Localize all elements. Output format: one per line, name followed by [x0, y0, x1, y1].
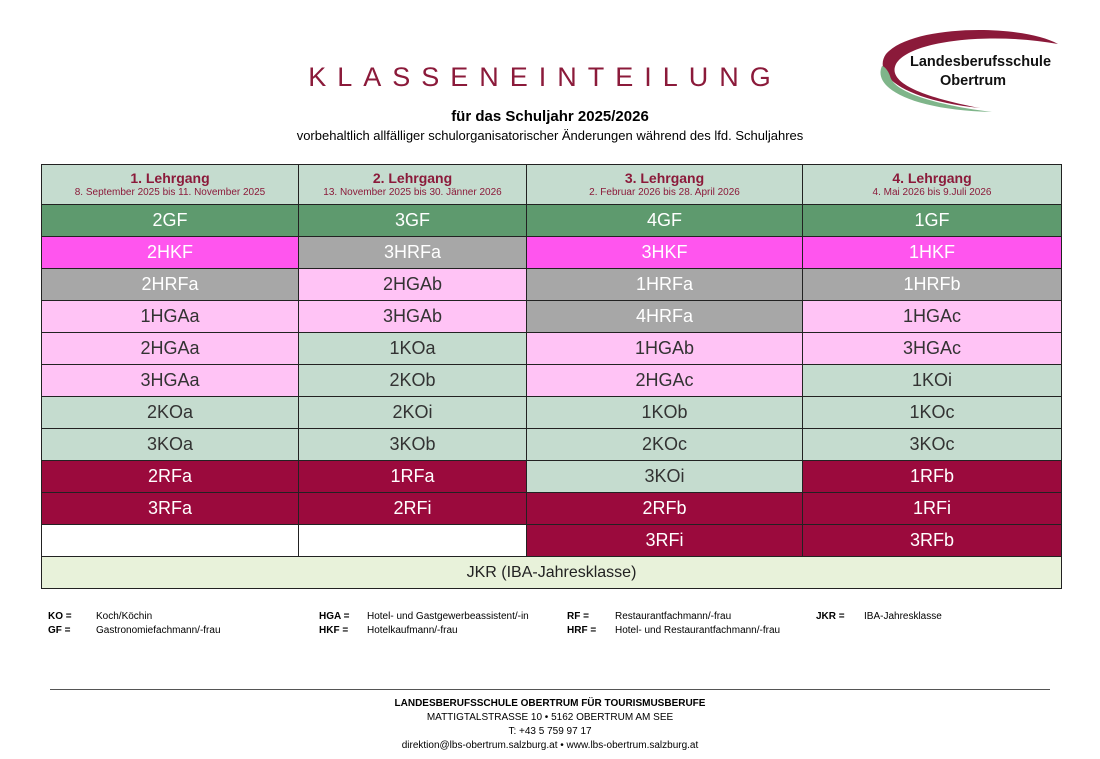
column-header-2	[299, 165, 527, 205]
column-dates: 13. November 2025 bis 30. Jänner 2026	[323, 187, 502, 198]
class-cell: 1RFb	[803, 461, 1062, 493]
legend-group-3	[567, 610, 780, 638]
class-cell: 3RFa	[42, 493, 299, 525]
disclaimer-note: vorbehaltlich allfälliger schulorganisatorischer Änderungen während des lfd. Schuljahres	[296, 128, 804, 143]
column-dates: 8. September 2025 bis 11. November 2025	[74, 187, 266, 198]
class-cell: 2KOa	[42, 397, 299, 429]
class-cell: 3RFi	[527, 525, 803, 557]
class-cell: 4HRFa	[527, 301, 803, 333]
table-row	[42, 301, 1062, 333]
column-title: 1. Lehrgang	[130, 170, 210, 186]
class-cell: 2RFi	[299, 493, 527, 525]
legend-value: Restaurantfachmann/-frau	[615, 611, 732, 622]
class-cell: 2KOi	[299, 397, 527, 429]
class-cell: 3RFb	[803, 525, 1062, 557]
jkr-cell: JKR (IBA-Jahresklasse)	[42, 557, 1062, 589]
class-cell: 3GF	[299, 205, 527, 237]
class-cell: 3HGAa	[42, 365, 299, 397]
class-cell: 2HGAc	[527, 365, 803, 397]
footer-address: MATTIGTALSTRASSE 10 • 5162 OBERTRUM AM SEE	[426, 712, 674, 723]
legend-key: RF =	[567, 611, 589, 622]
footer-contact-links[interactable]: direktion@lbs-obertrum.salzburg.at • www.lbs-obertrum.salzburg.at	[401, 740, 699, 751]
legend-value: Hotel- und Gastgewerbeassistent/-in	[367, 611, 529, 622]
legend-value: Hotelkaufmann/-frau	[367, 625, 458, 636]
column-header-3	[527, 165, 803, 205]
class-cell: 1HGAa	[42, 301, 299, 333]
legend-item	[48, 624, 221, 638]
class-cell: 1RFa	[299, 461, 527, 493]
legend-key: HKF =	[319, 625, 349, 636]
school-year-subtitle: für das Schuljahr 2025/2026	[451, 108, 649, 125]
footer-phone: T: +43 5 759 97 17	[508, 726, 592, 737]
school-logo	[872, 26, 1062, 112]
class-cell: 1KOc	[803, 397, 1062, 429]
class-cell: 3HGAb	[299, 301, 527, 333]
footer	[0, 697, 1100, 753]
column-title: 3. Lehrgang	[624, 170, 705, 186]
class-cell: 3HGAc	[803, 333, 1062, 365]
logo-line-2: Obertrum	[940, 73, 1007, 89]
class-cell: 2RFb	[527, 493, 803, 525]
class-cell: 2GF	[42, 205, 299, 237]
legend-item	[48, 610, 221, 624]
legend-value: IBA-Jahresklasse	[864, 611, 942, 622]
legend-item	[567, 624, 780, 638]
legend-key: HRF =	[567, 625, 597, 636]
footer-divider	[50, 689, 1050, 690]
table-row	[42, 269, 1062, 301]
class-cell: 1HGAc	[803, 301, 1062, 333]
class-cell: 1KOb	[527, 397, 803, 429]
legend-value: Koch/Köchin	[96, 611, 153, 622]
empty-cell	[42, 525, 299, 557]
class-cell: 3KOi	[527, 461, 803, 493]
class-cell: 1HRFb	[803, 269, 1062, 301]
class-cell: 1RFi	[803, 493, 1062, 525]
class-cell: 1HGAb	[527, 333, 803, 365]
column-dates: 2. Februar 2026 bis 28. April 2026	[589, 187, 740, 198]
table-row	[42, 461, 1062, 493]
legend-key: GF =	[48, 625, 71, 636]
jkr-row	[42, 557, 1062, 589]
table-row	[42, 205, 1062, 237]
legend-group-1	[48, 610, 221, 638]
table-row	[42, 333, 1062, 365]
legend-value: Hotel- und Restaurantfachmann/-frau	[615, 625, 781, 636]
legend-item	[319, 624, 529, 638]
class-cell: 3KOa	[42, 429, 299, 461]
header-row	[42, 165, 1062, 205]
table-row	[42, 365, 1062, 397]
class-cell: 3HRFa	[299, 237, 527, 269]
class-cell: 3KOc	[803, 429, 1062, 461]
table-row	[42, 493, 1062, 525]
class-cell: 1GF	[803, 205, 1062, 237]
legend-key: JKR =	[816, 611, 845, 622]
legend-value: Gastronomiefachmann/-frau	[96, 625, 221, 636]
footer-school-name: LANDESBERUFSSCHULE OBERTRUM FÜR TOURISMUSBERUFE	[394, 698, 706, 709]
class-cell: 2HRFa	[42, 269, 299, 301]
logo-text	[910, 53, 1051, 91]
legend-key: HGA =	[319, 611, 350, 622]
class-cell: 1KOa	[299, 333, 527, 365]
class-cell: 2HGAb	[299, 269, 527, 301]
class-schedule-table	[41, 164, 1062, 589]
class-cell: 4GF	[527, 205, 803, 237]
class-cell: 2KOc	[527, 429, 803, 461]
table-row	[42, 397, 1062, 429]
class-cell: 2HKF	[42, 237, 299, 269]
legend-group-2	[319, 610, 529, 638]
class-cell: 2KOb	[299, 365, 527, 397]
legend-group-4	[816, 610, 942, 624]
column-title: 4. Lehrgang	[892, 170, 972, 186]
class-cell: 3KOb	[299, 429, 527, 461]
class-cell: 1HRFa	[527, 269, 803, 301]
legend-item	[816, 610, 942, 624]
class-cell: 1HKF	[803, 237, 1062, 269]
empty-cell	[299, 525, 527, 557]
legend-item	[319, 610, 529, 624]
legend-key: KO =	[48, 611, 72, 622]
table-row	[42, 525, 1062, 557]
table-row	[42, 237, 1062, 269]
class-cell: 3HKF	[527, 237, 803, 269]
class-cell: 2RFa	[42, 461, 299, 493]
logo-line-1: Landesberufsschule	[910, 54, 1052, 70]
class-cell: 2HGAa	[42, 333, 299, 365]
column-title: 2. Lehrgang	[372, 170, 453, 186]
column-header-1	[42, 165, 299, 205]
column-header-4	[803, 165, 1062, 205]
class-cell: 1KOi	[803, 365, 1062, 397]
page-title: KLASSENEINTEILUNG	[308, 62, 782, 92]
legend-item	[567, 610, 780, 624]
column-dates: 4. Mai 2026 bis 9.Juli 2026	[872, 187, 992, 198]
table-row	[42, 429, 1062, 461]
